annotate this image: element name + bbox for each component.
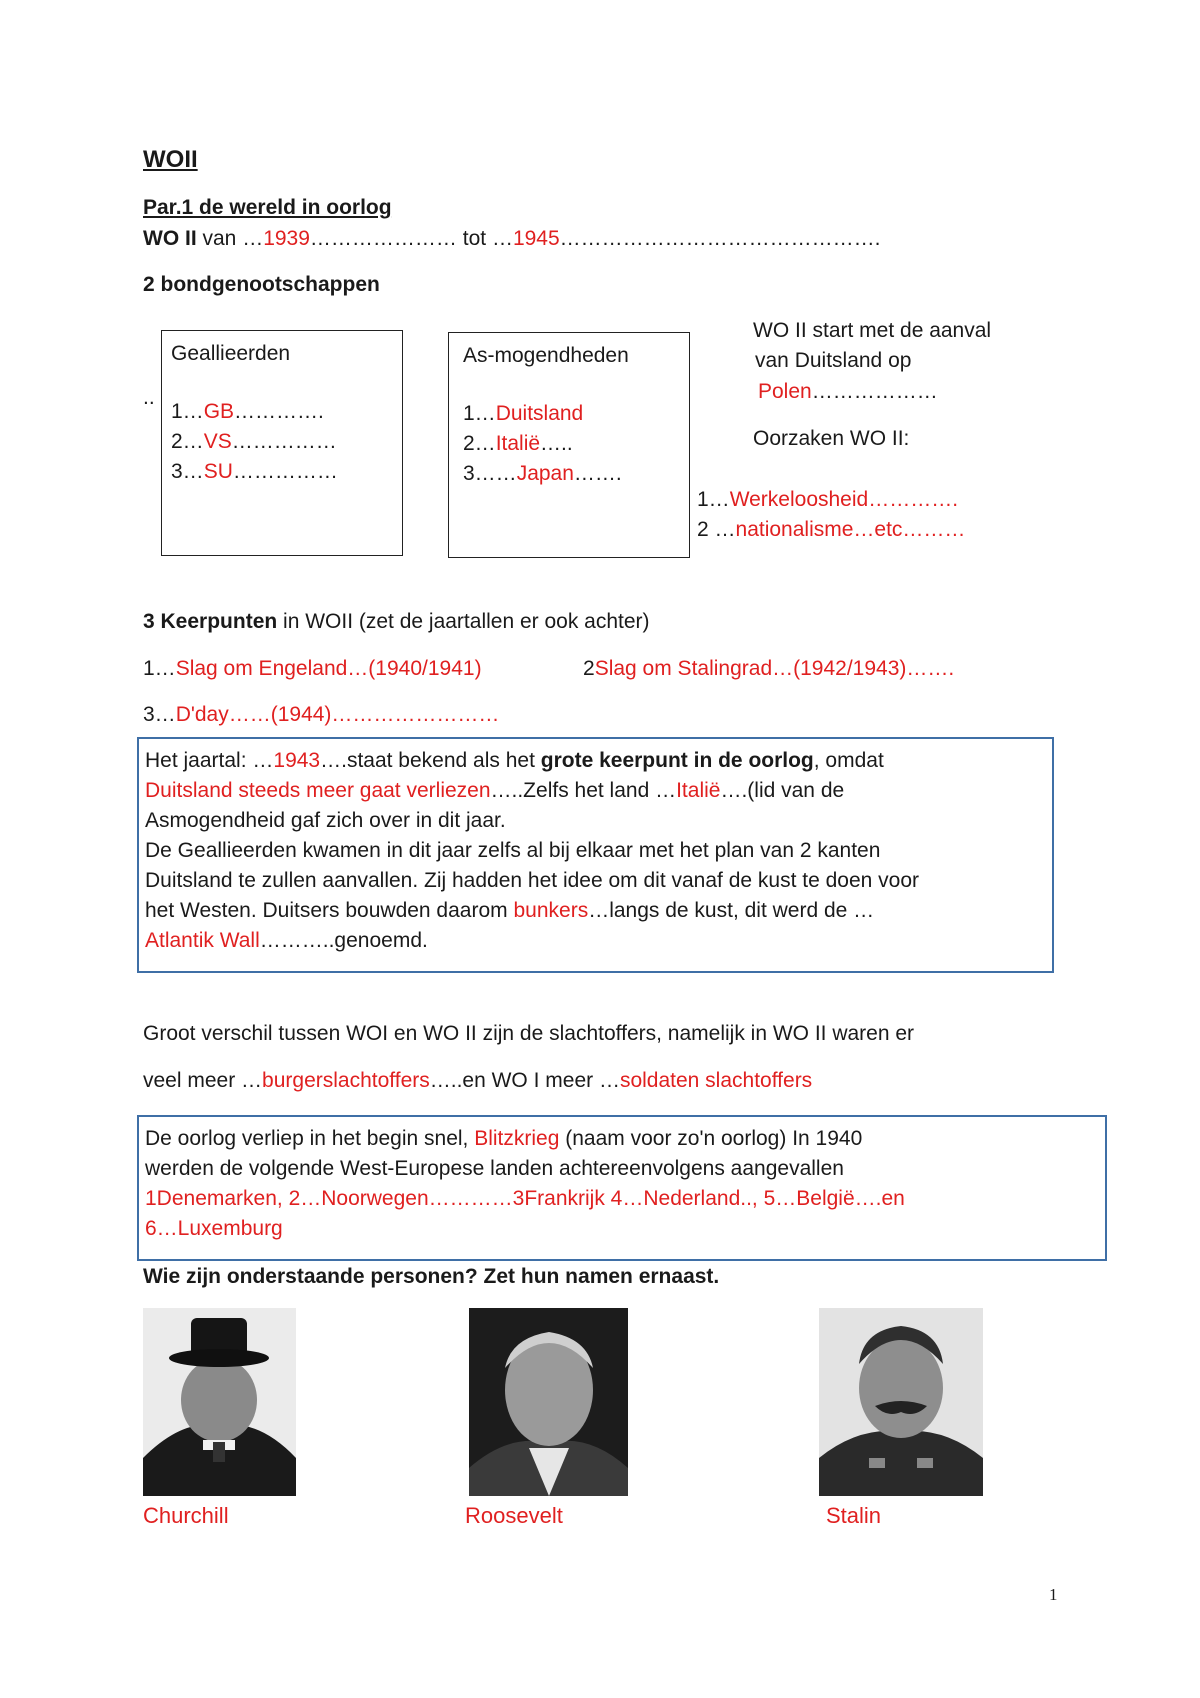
box1-line-1: Het jaartal: …1943….staat bekend als het grote keerpunt in de oorlog, omdat bbox=[145, 749, 884, 772]
start-line-2: van Duitsland op bbox=[755, 349, 912, 372]
allies-item-3: 3…SU…………… bbox=[171, 460, 338, 483]
alliances-heading: 2 bondgenootschappen bbox=[143, 273, 380, 296]
box1-line-7: Atlantik Wall………..genoemd. bbox=[145, 929, 428, 952]
allies-item-2: 2…VS…………… bbox=[171, 430, 337, 453]
roosevelt-portrait-icon bbox=[469, 1308, 628, 1496]
box1-line-2: Duitsland steeds meer gaat verliezen…..Zelfs het land …Italië….(lid van de bbox=[145, 779, 845, 802]
stalin-portrait-icon bbox=[819, 1308, 983, 1496]
axis-item-2: 2…Italië….. bbox=[463, 432, 573, 455]
axis-item-1: 1…Duitsland bbox=[463, 402, 584, 425]
cause-2: 2 …nationalisme…etc……… bbox=[697, 518, 966, 541]
person-name-churchill: Churchill bbox=[143, 1503, 229, 1528]
causes-heading: Oorzaken WO II: bbox=[753, 427, 910, 450]
stray-dots: .. bbox=[143, 386, 155, 409]
allies-box bbox=[161, 330, 403, 556]
box1-line-4: De Geallieerden kwamen in dit jaar zelfs al bij elkaar met het plan van 2 kanten bbox=[145, 839, 881, 862]
box2-line-1: De oorlog verliep in het begin snel, Blitzkrieg (naam voor zo'n oorlog) In 1940 bbox=[145, 1127, 863, 1150]
start-line-1: WO II start met de aanval bbox=[753, 319, 992, 342]
axis-item-3: 3……Japan……. bbox=[463, 462, 622, 485]
person-name-stalin: Stalin bbox=[826, 1503, 882, 1528]
victims-line-1: Groot verschil tussen WOI en WO II zijn de slachtoffers, namelijk in WO II waren er bbox=[143, 1022, 915, 1045]
churchill-portrait-icon bbox=[143, 1308, 296, 1496]
paragraph-heading: Par.1 de wereld in oorlog bbox=[143, 196, 392, 219]
blitzkrieg-box bbox=[137, 1115, 1107, 1261]
allies-item-1: 1…GB…………. bbox=[171, 400, 324, 423]
box1-line-3: Asmogendheid gaf zich over in dit jaar. bbox=[145, 809, 506, 832]
box2-line-4: 6…Luxemburg bbox=[145, 1217, 283, 1240]
turning-item-1: 1…Slag om Engeland…(1940/1941) bbox=[143, 657, 482, 680]
stalin-photo bbox=[819, 1308, 983, 1496]
dots-text: ………………………………………. bbox=[559, 227, 881, 250]
turning-item-2: 2Slag om Stalingrad…(1942/1943)……. bbox=[583, 657, 955, 680]
war-period-line bbox=[143, 227, 881, 251]
victims-line-2: veel meer …burgerslachtoffers…..en WO I meer …soldaten slachtoffers bbox=[143, 1069, 813, 1092]
person-name-roosevelt: Roosevelt bbox=[465, 1503, 563, 1528]
persons-question: Wie zijn onderstaande personen? Zet hun namen ernaast. bbox=[143, 1265, 720, 1288]
turning-item-3: 3…D'day……(1944)…………………… bbox=[143, 703, 500, 726]
start-year: 1939 bbox=[263, 227, 310, 250]
page-number: 1 bbox=[1049, 1585, 1058, 1604]
axis-box bbox=[448, 332, 690, 558]
cause-1: 1…Werkeloosheid…………. bbox=[697, 488, 959, 511]
churchill-photo bbox=[143, 1308, 296, 1496]
allies-title: Geallieerden bbox=[171, 342, 291, 365]
dots-text: ………………… tot … bbox=[309, 227, 513, 250]
box1-line-5: Duitsland te zullen aanvallen. Zij hadden het idee om dit vanaf de kust te doen voor bbox=[145, 869, 919, 892]
start-answer-line: Polen……………… bbox=[758, 380, 938, 403]
roosevelt-photo bbox=[469, 1308, 628, 1496]
page-title: WOII bbox=[143, 146, 198, 173]
box1-line-6: het Westen. Duitsers bouwden daarom bunkers…langs de kust, dit werd de … bbox=[145, 899, 875, 922]
turning-heading: 3 Keerpunten in WOII (zet de jaartallen er ook achter) bbox=[143, 610, 650, 633]
box2-line-2: werden de volgende West-Europese landen achtereenvolgens aangevallen bbox=[145, 1157, 844, 1180]
box2-line-3: 1Denemarken, 2…Noorwegen…………3Frankrijk 4…Nederland.., 5…België….en bbox=[145, 1187, 905, 1210]
van-text: van … bbox=[196, 227, 264, 250]
axis-title: As-mogendheden bbox=[463, 344, 629, 367]
wo-label: WO II bbox=[143, 227, 197, 250]
end-year: 1945 bbox=[512, 227, 560, 250]
key-turning-point-box bbox=[137, 737, 1054, 973]
